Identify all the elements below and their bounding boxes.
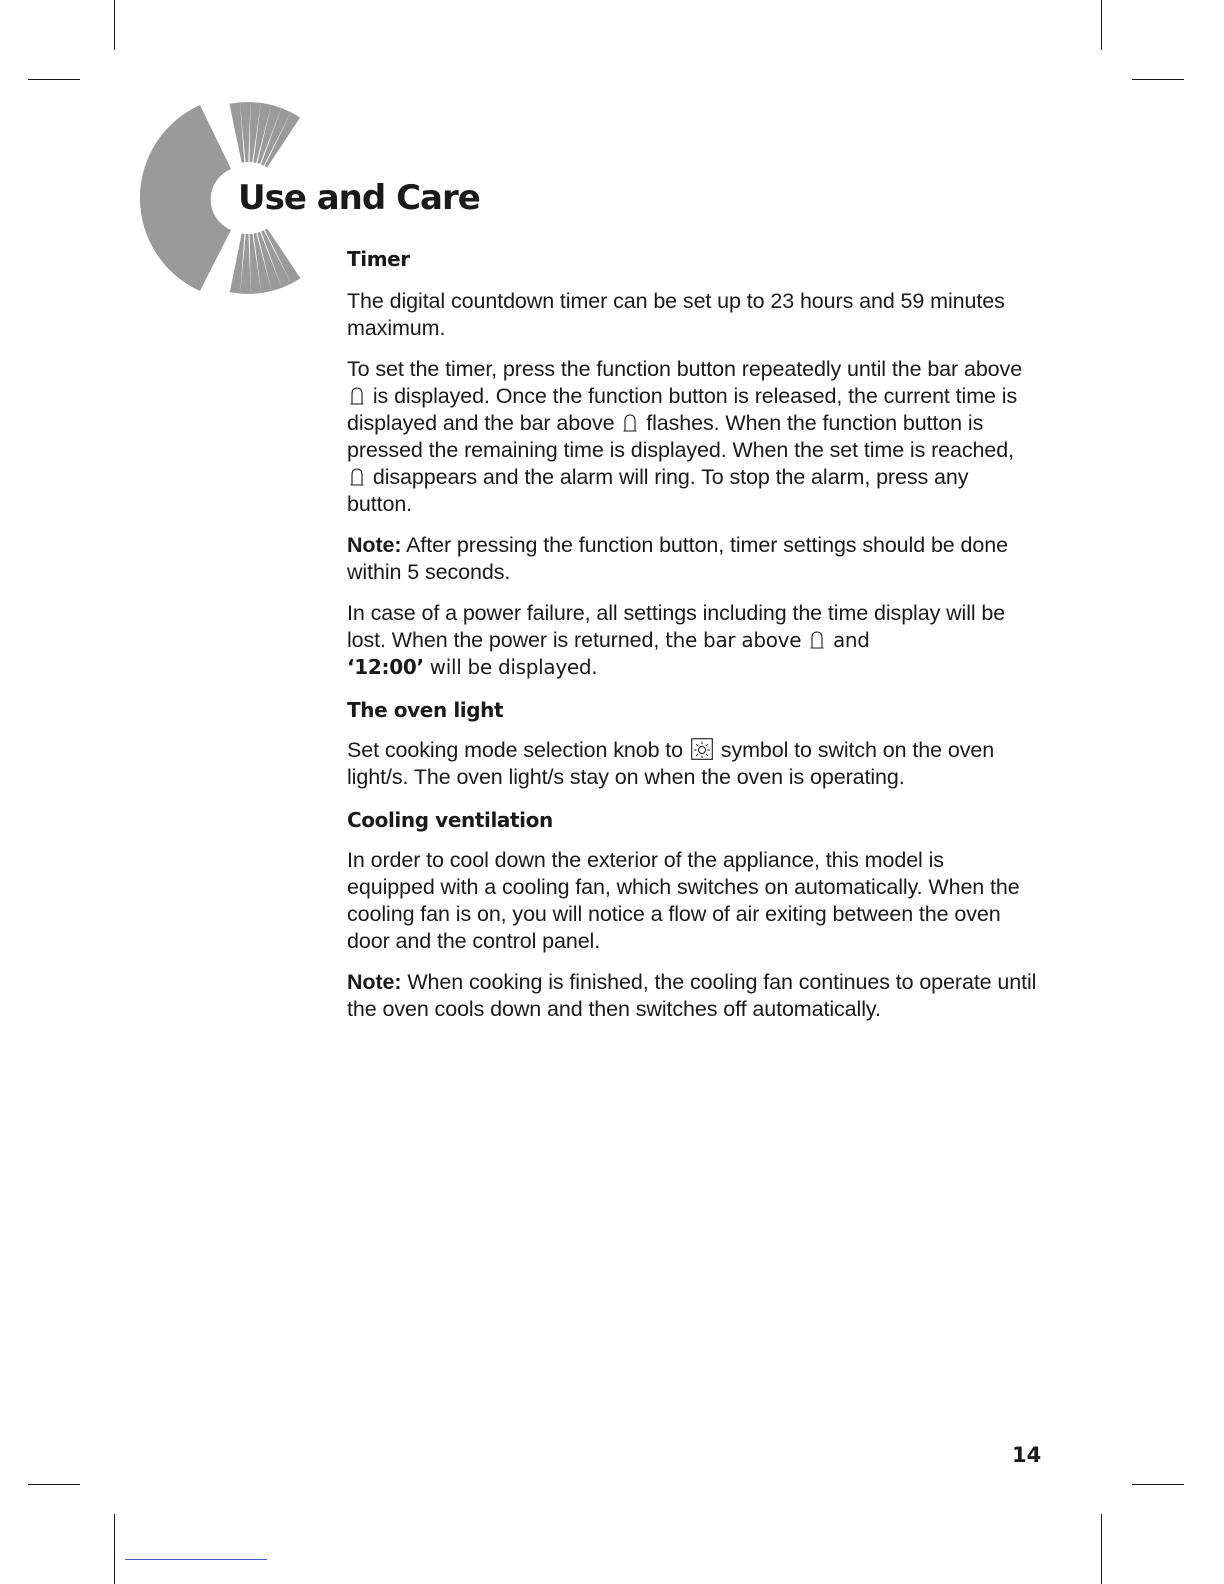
section-heading-cooling: Cooling ventilation [347,808,553,832]
bell-icon [810,630,824,650]
cooling-note: Note: When cooking is finished, the cooling fan continues to operate until the oven cools down and then switches off automatically. [347,970,1037,1021]
timer-instructions: To set the timer, press the function button repeatedly until the bar above is displayed. Once the function button is released, the current time is displayed and the bar above flashes. When the function button is pressed the remaining time is displayed. When the set time is reached, disappears and the alarm will ring. To stop the alarm, press any button. [347,357,1023,516]
power-failure-paragraph: In case of a power failure, all settings including the time display will be lost. When the power is returned, the bar above and ‘12:00’ will be displayed. [347,601,1006,679]
crop-mark-right-top [1132,79,1184,80]
crop-mark-top-right [1101,0,1102,50]
bell-icon [350,467,364,487]
timer-note: Note: After pressing the function button, timer settings should be done within 5 seconds. [347,533,1008,584]
time-display-value: ‘12:00’ [347,655,424,679]
main-content [347,244,1037,1037]
logo-mark-icon [0,0,340,320]
crop-mark-left-bottom [28,1484,80,1485]
page-number: 14 [1012,1443,1042,1467]
bottom-link-underline [125,1559,267,1560]
oven-light-icon [691,738,713,760]
crop-mark-bottom-left [114,1514,115,1584]
section-heading-timer: Timer [347,247,410,271]
note-label: Note: [347,970,402,994]
oven-light-paragraph: Set cooking mode selection knob to symbol to switch on the oven light/s. The oven light/s stay on when the oven is operating. [347,738,995,789]
bell-icon [623,413,637,433]
section-heading-oven-light: The oven light [347,698,504,722]
cooling-paragraph: In order to cool down the exterior of the appliance, this model is equipped with a cooling fan, which switches on automatically. When the cooling fan is on, you will notice a flow of air exiting between the oven door and the control panel. [347,848,1020,953]
crop-mark-right-bottom [1132,1484,1184,1485]
crop-mark-bottom-right [1101,1514,1102,1584]
timer-intro: The digital countdown timer can be set up to 23 hours and 59 minutes maximum. [347,289,1005,340]
note-label: Note: [347,533,402,557]
page-title: Use and Care [238,178,480,218]
bell-icon [350,386,364,406]
